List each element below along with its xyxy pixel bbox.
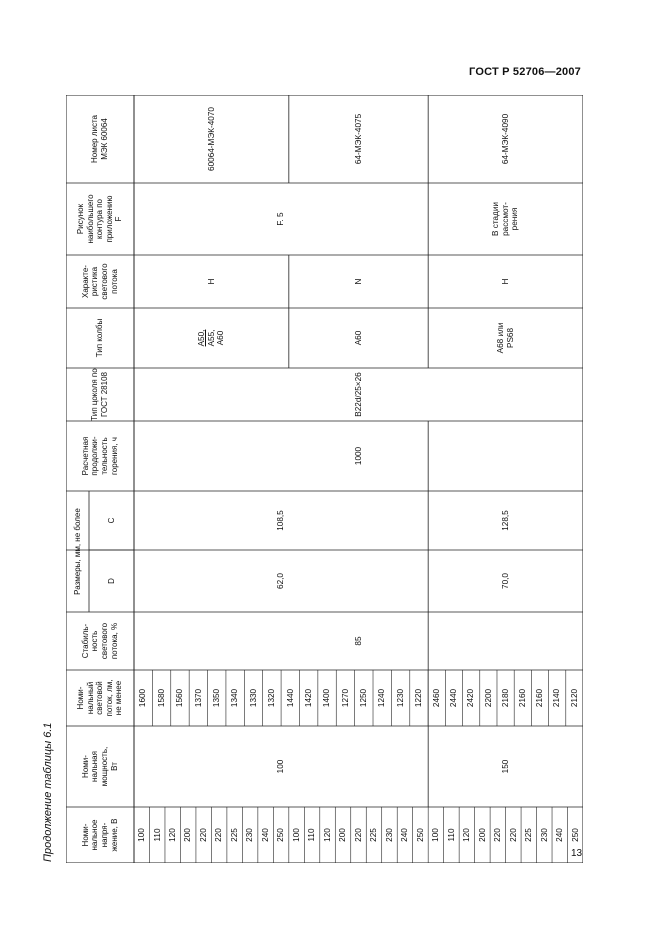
flux-cell: 1580 bbox=[156, 688, 166, 708]
voltage-cell: 220 bbox=[198, 828, 208, 842]
bulb-cell-2: А60 bbox=[353, 330, 363, 346]
voltage-cell: 250 bbox=[415, 828, 425, 842]
voltage-cell: 250 bbox=[276, 828, 286, 842]
bulb-line: А55, bbox=[206, 329, 216, 347]
flux-cell: 1340 bbox=[230, 688, 240, 708]
stability-cell: 85 bbox=[353, 636, 363, 646]
header-bulb: Тип колбы bbox=[95, 318, 105, 358]
voltage-cell: 225 bbox=[524, 828, 534, 842]
header-flux: Номи- нальный световой поток, лм, не менее bbox=[76, 679, 124, 717]
voltage-cell: 120 bbox=[322, 828, 332, 842]
voltage-cell: 200 bbox=[477, 828, 487, 842]
voltage-cell: 120 bbox=[167, 828, 177, 842]
voltage-cell: 110 bbox=[152, 828, 162, 842]
flux-cell: 2180 bbox=[500, 688, 510, 708]
flux-cell: 1270 bbox=[340, 688, 350, 708]
dim-c-128: 128,5 bbox=[500, 510, 510, 531]
cap-cell: B22d/25×26 bbox=[353, 372, 363, 417]
dim-c-108: 108,5 bbox=[276, 510, 286, 531]
flux-cell: 1230 bbox=[395, 688, 405, 708]
voltage-cell: 240 bbox=[555, 828, 565, 842]
life-cell: 1000 bbox=[353, 446, 363, 466]
sheet-cell-1: 60064-МЭК-4070 bbox=[206, 107, 216, 171]
voltage-cell: 120 bbox=[462, 828, 472, 842]
voltage-cell: 110 bbox=[307, 828, 317, 842]
flux-cell: 1240 bbox=[377, 688, 387, 708]
page-number: 13 bbox=[571, 848, 583, 859]
header-sheet: Номер листа МЭК 60064 bbox=[90, 115, 109, 164]
voltage-cell: 200 bbox=[183, 828, 193, 842]
header-life: Расчетная продолжи- тельность горения, ч bbox=[80, 436, 119, 476]
header-power: Номи- нальная мощность, Вт bbox=[80, 746, 119, 787]
flux-cell: 1220 bbox=[414, 688, 424, 708]
voltage-cell: 230 bbox=[245, 828, 255, 842]
bulb-line: А68 или bbox=[496, 322, 506, 354]
flux-cell: 2200 bbox=[483, 688, 493, 708]
flux-cell: 1600 bbox=[138, 688, 148, 708]
header-char: Характе- ристика светового потока bbox=[80, 263, 119, 300]
voltage-cell: 240 bbox=[260, 828, 270, 842]
rotated-table bbox=[66, 95, 583, 863]
voltage-cell: 225 bbox=[229, 828, 239, 842]
voltage-cell: 220 bbox=[214, 828, 224, 842]
table-caption: Продолжение таблицы 6.1 bbox=[42, 722, 54, 862]
voltage-cell: 250 bbox=[570, 828, 580, 842]
power-100: 100 bbox=[276, 759, 286, 774]
bulb-line: А60 bbox=[216, 330, 226, 346]
voltage-cell: 230 bbox=[384, 828, 394, 842]
flux-cell: 1400 bbox=[322, 688, 332, 708]
flux-cell: 1560 bbox=[175, 688, 185, 708]
flux-cell: 2420 bbox=[466, 688, 476, 708]
header-dims: Размеры, мм, не более bbox=[72, 508, 82, 595]
header-contour: Рисунок наибольшего контура по приложению F bbox=[76, 194, 124, 244]
voltage-cell: 230 bbox=[539, 828, 549, 842]
flux-cell: 1350 bbox=[212, 688, 222, 708]
header-cap: Тип цоколя по ГОСТ 28108 bbox=[90, 368, 109, 421]
voltage-cell: 220 bbox=[353, 828, 363, 842]
voltage-cell: 225 bbox=[369, 828, 379, 842]
bulb-line: PS68 bbox=[505, 327, 515, 349]
voltage-cell: 100 bbox=[291, 828, 301, 842]
sheet-cell-2: 64-МЭК-4075 bbox=[353, 113, 363, 165]
power-150: 150 bbox=[500, 759, 510, 774]
char-cell-1: Н bbox=[206, 278, 216, 285]
header-dim-d: D bbox=[106, 578, 116, 584]
flux-cell: 1250 bbox=[359, 688, 369, 708]
flux-cell: 1330 bbox=[248, 688, 258, 708]
header-voltage: Номи- нальное напря- жение, В bbox=[80, 818, 119, 852]
char-cell-2: N bbox=[353, 278, 363, 285]
flux-cell: 2460 bbox=[432, 688, 442, 708]
contour-cell-1: F. 5 bbox=[276, 212, 286, 226]
flux-cell: 1420 bbox=[303, 688, 313, 708]
flux-cell: 1370 bbox=[193, 688, 203, 708]
sheet-cell-3: 64-МЭК-4090 bbox=[500, 113, 510, 165]
bulb-cell-1 bbox=[134, 308, 289, 368]
flux-cell: 1440 bbox=[285, 688, 295, 708]
standard-header: ГОСТ Р 52706—2007 bbox=[469, 66, 581, 78]
voltage-cell: 100 bbox=[137, 828, 147, 842]
flux-cell: 2160 bbox=[535, 688, 545, 708]
voltage-cell: 200 bbox=[338, 828, 348, 842]
header-dim-c: C bbox=[106, 517, 116, 524]
flux-cell: 2440 bbox=[449, 688, 459, 708]
voltage-cell: 100 bbox=[431, 828, 441, 842]
char-cell-3: Н bbox=[500, 278, 510, 285]
bulb-cell-3 bbox=[428, 308, 583, 368]
header-stability: Стабиль- ность светового потока, % bbox=[80, 622, 119, 660]
flux-cell: 2160 bbox=[518, 688, 528, 708]
voltage-cell: 220 bbox=[508, 828, 518, 842]
bulb-line: А50, bbox=[197, 329, 207, 347]
flux-cell: 1320 bbox=[267, 688, 277, 708]
flux-cell: 2120 bbox=[569, 688, 579, 708]
dim-d-62: 62,0 bbox=[276, 573, 286, 589]
voltage-cell: 220 bbox=[493, 828, 503, 842]
flux-cell: 2140 bbox=[552, 688, 562, 708]
voltage-cell: 240 bbox=[400, 828, 410, 842]
voltage-cell: 110 bbox=[446, 828, 456, 842]
dim-d-70: 70,0 bbox=[500, 573, 510, 589]
contour-cell-2: В стадии рассмот- рения bbox=[491, 202, 520, 236]
